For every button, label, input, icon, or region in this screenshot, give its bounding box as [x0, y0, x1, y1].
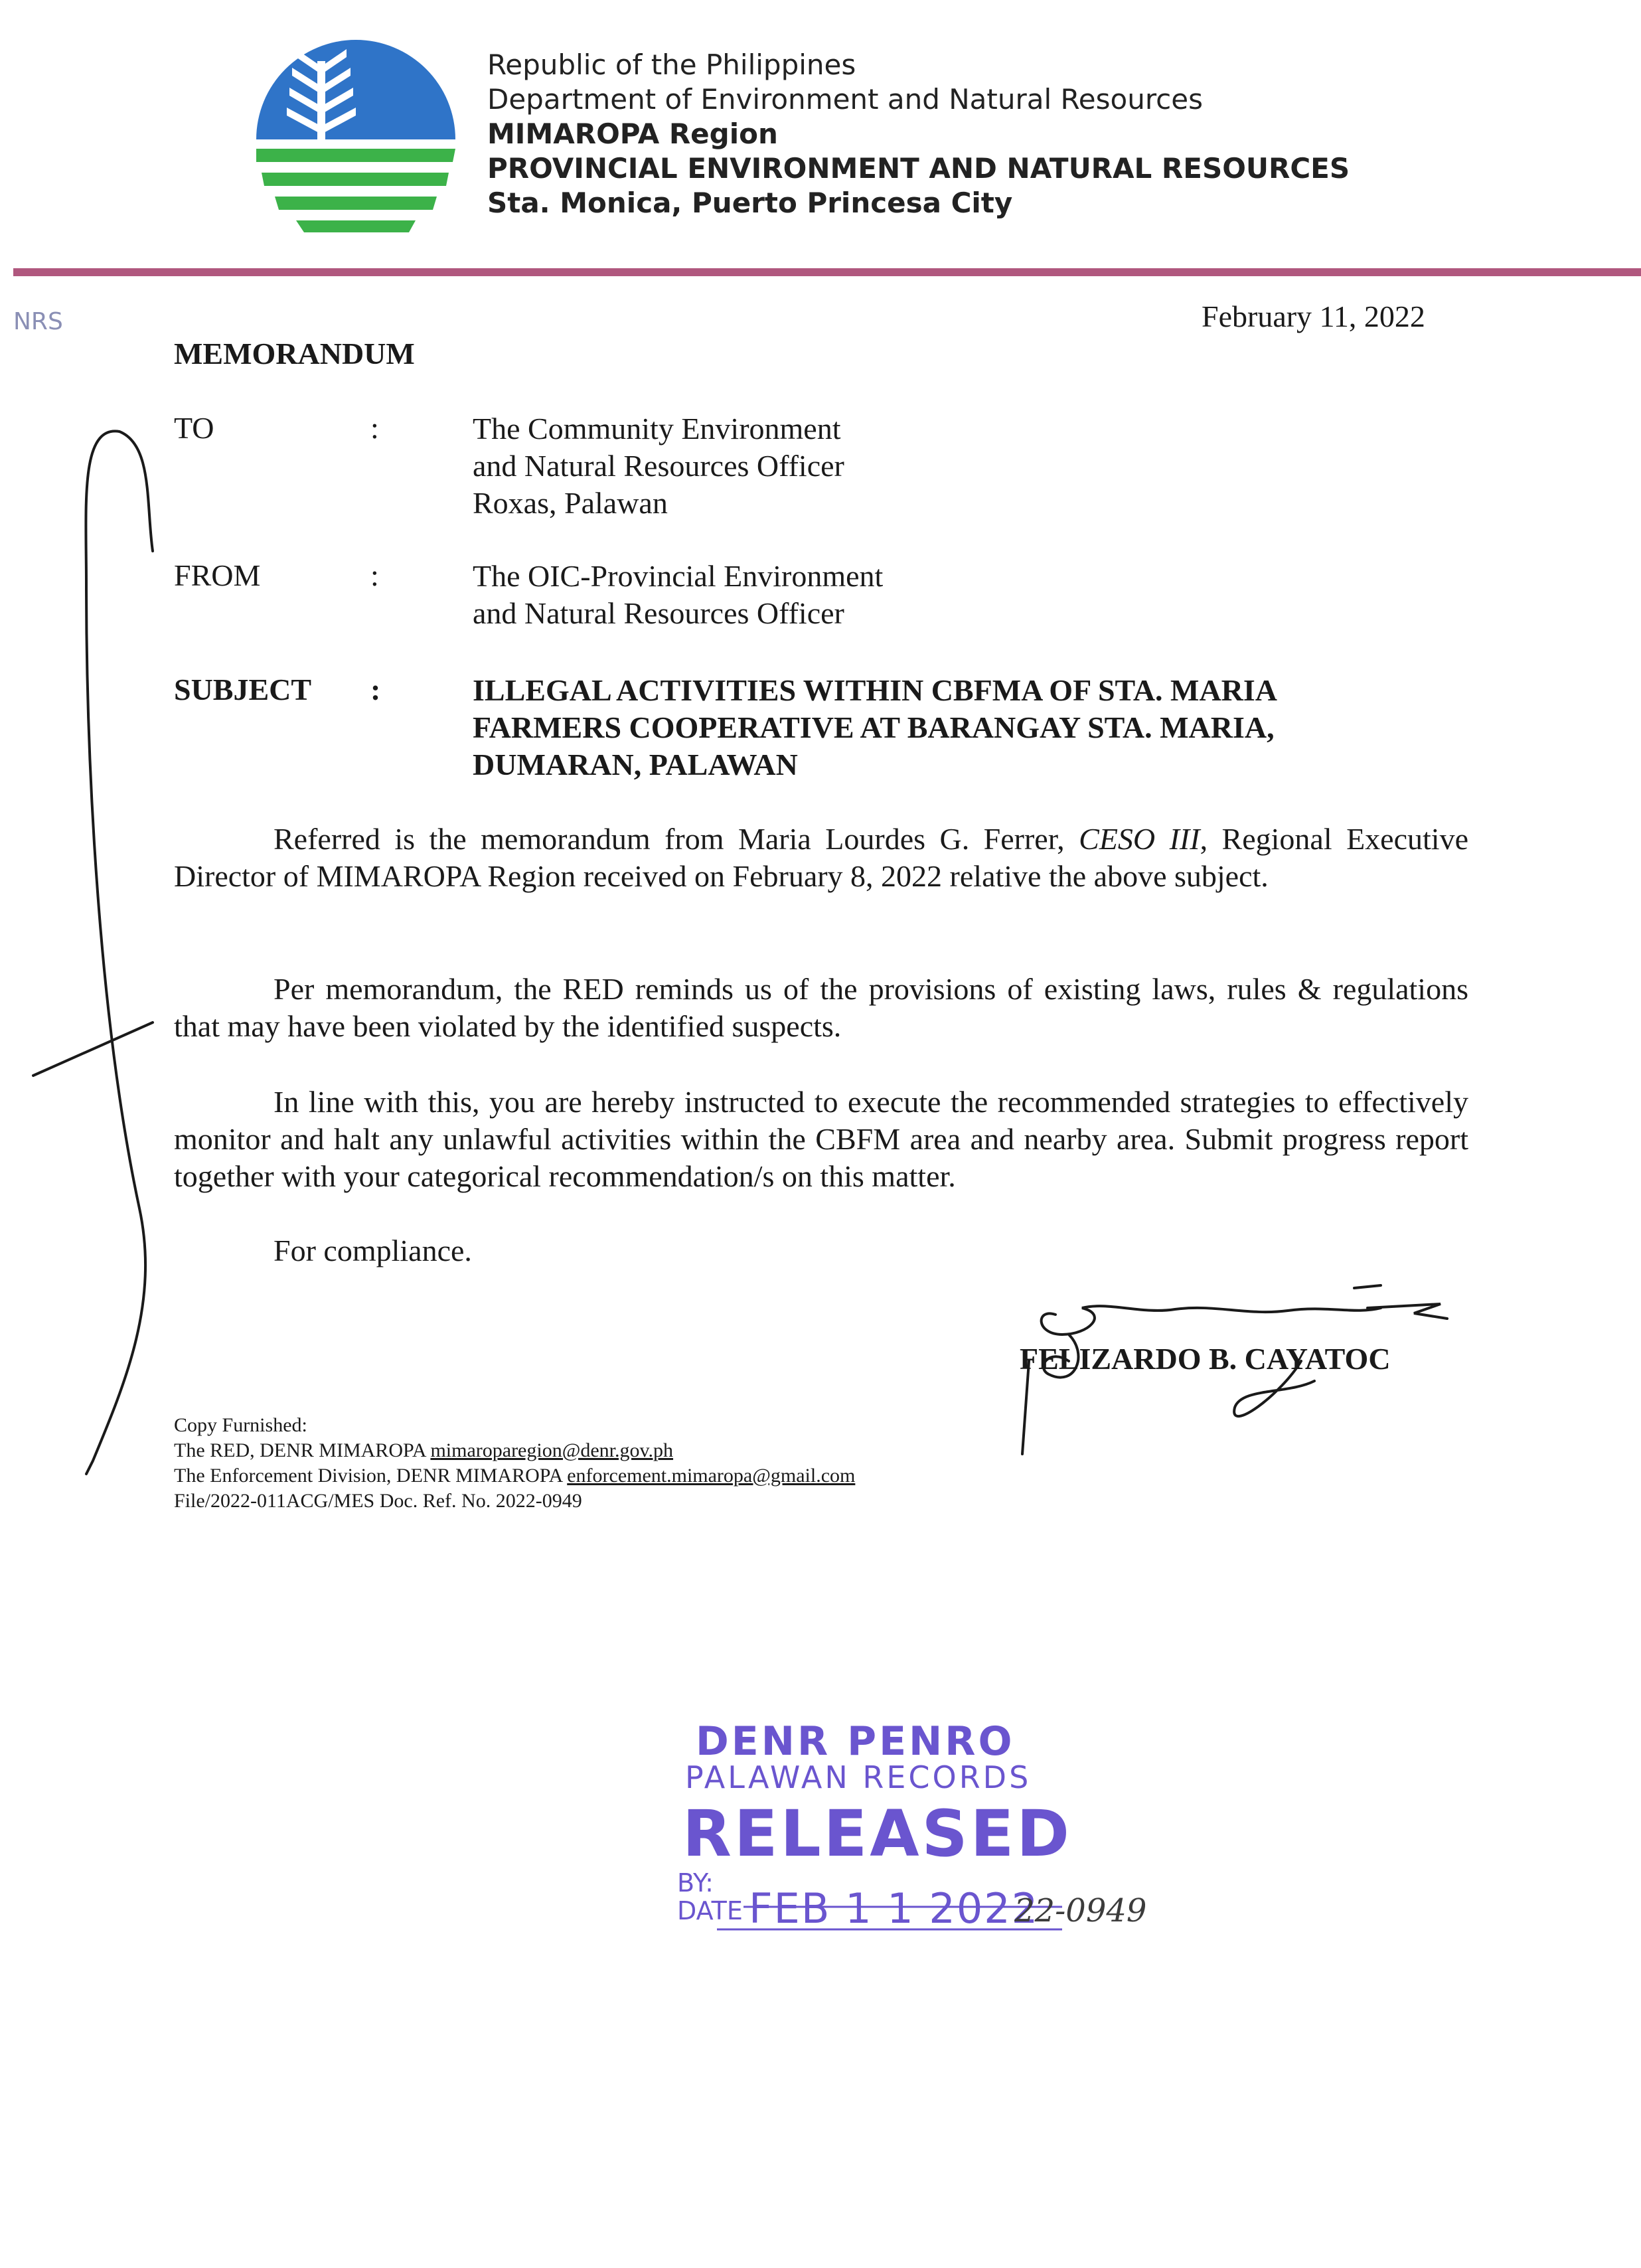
subject-line: FARMERS COOPERATIVE AT BARANGAY STA. MARIA, — [473, 710, 1275, 744]
letterhead-republic: Republic of the Philippines — [487, 48, 856, 81]
p1-title-italic: CESO III — [1079, 822, 1200, 856]
handwritten-reference: 22-0949 — [1014, 1892, 1147, 1929]
stamp-office: DENR PENRO — [696, 1718, 1015, 1765]
subject-label: SUBJECT — [174, 673, 312, 706]
copy-furnished-item — [174, 1438, 855, 1463]
subject-line: ILLEGAL ACTIVITIES WITHIN CBFMA OF STA. MARIA — [473, 673, 1278, 707]
stamp-records: PALAWAN RECORDS — [685, 1759, 1032, 1795]
copy-furnished-item — [174, 1463, 855, 1489]
signatory-name: FELIZARDO B. CAYATOC — [1020, 1342, 1391, 1376]
p1-text: Referred is the memorandum from Maria Lourdes G. Ferrer, — [274, 822, 1079, 856]
p3-text: In line with this, you are hereby instructed to execute the recommended strategies to effectively monitor and halt any unlawful activities within the CBFM area and nearby area. Submit progress report together with your categorical recommendation/s on this matter. — [174, 1085, 1468, 1193]
cf-recipient: The RED, DENR MIMAROPA — [174, 1439, 431, 1461]
from-colon: : — [370, 558, 379, 592]
to-recipient — [473, 410, 844, 522]
subject-text — [473, 672, 1277, 783]
email-link[interactable]: mimaroparegion@denr.gov.ph — [430, 1439, 674, 1461]
body-paragraph-1 — [174, 821, 1468, 895]
stamp-underline — [717, 1895, 1062, 1935]
from-label: FROM — [174, 558, 261, 592]
records-release-stamp — [677, 1718, 1182, 1944]
letterhead — [487, 48, 1350, 220]
letterhead-region: MIMAROPA Region — [487, 118, 778, 150]
to-line: and Natural Resources Officer — [473, 449, 844, 483]
letterhead-divider — [13, 268, 1641, 276]
body-paragraph-2 — [174, 971, 1468, 1045]
stamp-date-value: FEB 1 1 2022 — [749, 1884, 1040, 1933]
from-line: The OIC-Provincial Environment — [473, 559, 884, 593]
email-link[interactable]: enforcement.mimaropa@gmail.com — [567, 1465, 856, 1487]
stamp-date-label: DATE — [677, 1896, 743, 1925]
from-sender — [473, 558, 883, 632]
memo-title: MEMORANDUM — [174, 337, 415, 370]
to-line: The Community Environment — [473, 412, 841, 446]
from-line: and Natural Resources Officer — [473, 596, 844, 630]
body-paragraph-3 — [174, 1084, 1468, 1195]
copy-furnished — [174, 1413, 855, 1514]
to-label: TO — [174, 411, 214, 445]
letterhead-office: PROVINCIAL ENVIRONMENT AND NATURAL RESOURCES — [487, 152, 1350, 185]
p1-text-cont: , Regional Executive Director of MIMAROPA Region received on February 8, 2022 relative the above subject. — [174, 822, 1468, 893]
letterhead-department: Department of Environment and Natural Resources — [487, 83, 1203, 116]
body-paragraph-4 — [174, 1232, 1468, 1269]
to-colon: : — [370, 411, 379, 445]
to-line: Roxas, Palawan — [473, 486, 668, 520]
margin-bracket-marks — [27, 425, 186, 1487]
stamp-by-label: BY: — [677, 1868, 714, 1898]
stamp-status: RELEASED — [682, 1797, 1072, 1871]
margin-initials: NRS — [13, 308, 63, 335]
letterhead-address: Sta. Monica, Puerto Princesa City — [487, 187, 1013, 219]
p4-text: For compliance. — [274, 1234, 472, 1267]
denr-tree-logo-icon — [250, 35, 462, 247]
p2-text: Per memorandum, the RED reminds us of the provisions of existing laws, rules & regulations that may have been violated by the identified suspects. — [174, 972, 1468, 1043]
memo-date: February 11, 2022 — [1202, 299, 1425, 333]
subject-colon: : — [370, 673, 381, 706]
subject-line: DUMARAN, PALAWAN — [473, 748, 798, 781]
file-reference: File/2022-011ACG/MES Doc. Ref. No. 2022-0949 — [174, 1490, 582, 1512]
copy-furnished-heading: Copy Furnished: — [174, 1414, 307, 1436]
cf-recipient: The Enforcement Division, DENR MIMAROPA — [174, 1465, 568, 1487]
